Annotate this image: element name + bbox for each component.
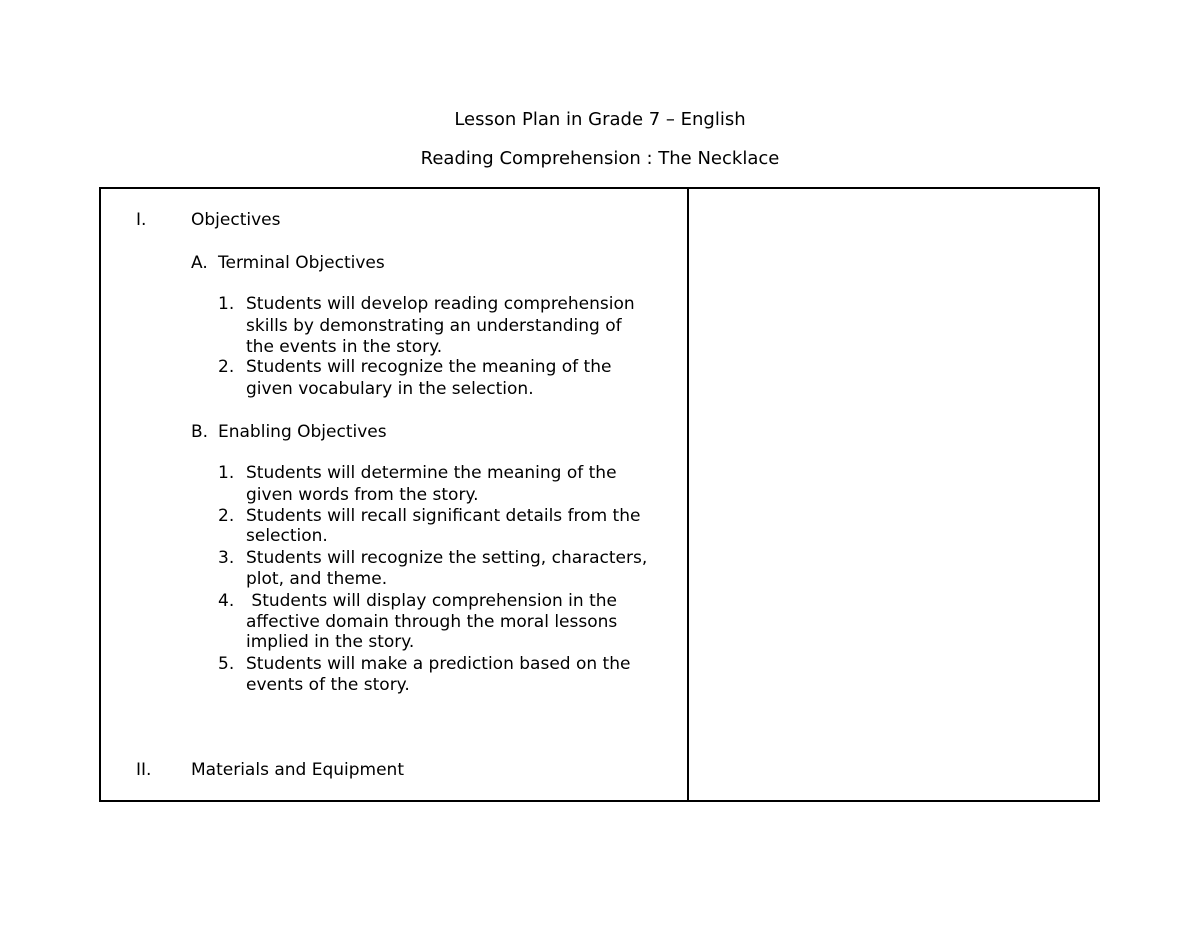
section-numeral: II.: [136, 760, 152, 780]
notes-column-cell[interactable]: [689, 189, 1098, 800]
document-title: Lesson Plan in Grade 7 – English: [454, 109, 746, 130]
list-item-line: selection.: [246, 526, 328, 546]
list-item-number: 1.: [218, 463, 235, 483]
list-item-number: 1.: [218, 294, 235, 314]
list-item-line: given words from the story.: [246, 485, 479, 505]
subsection-heading-terminal-objectives: Terminal Objectives: [218, 253, 385, 273]
list-item-line: implied in the story.: [246, 632, 415, 652]
section-heading-objectives: Objectives: [191, 210, 281, 230]
section-heading-materials-and-equipment: Materials and Equipment: [191, 760, 404, 780]
subsection-heading-enabling-objectives: Enabling Objectives: [218, 422, 387, 442]
list-item-line: Students will develop reading comprehension: [246, 294, 635, 314]
list-item-line: Students will recall significant details from the: [246, 506, 641, 526]
list-item-line: affective domain through the moral lessons: [246, 612, 618, 632]
list-item-line: Students will make a prediction based on the: [246, 654, 631, 674]
list-item-number: 2.: [218, 506, 235, 526]
list-item-line: given vocabulary in the selection.: [246, 379, 534, 399]
list-item-line: Students will determine the meaning of the: [246, 463, 617, 483]
list-item-line: Students will recognize the meaning of the: [246, 357, 612, 377]
list-item-line: Students will display comprehension in the: [246, 591, 617, 611]
subsection-letter: A.: [191, 253, 208, 273]
list-item-number: 2.: [218, 357, 235, 377]
list-item-line: the events in the story.: [246, 337, 443, 357]
section-numeral: I.: [136, 210, 147, 230]
subsection-letter: B.: [191, 422, 209, 442]
list-item-number: 4.: [218, 591, 235, 611]
list-item-line: skills by demonstrating an understanding of: [246, 316, 622, 336]
list-item-number: 5.: [218, 654, 235, 674]
list-item-line: events of the story.: [246, 675, 410, 695]
list-item-line: Students will recognize the setting, characters,: [246, 548, 648, 568]
document-subtitle: Reading Comprehension : The Necklace: [420, 148, 780, 169]
list-item-number: 3.: [218, 548, 235, 568]
list-item-line: plot, and theme.: [246, 569, 388, 589]
